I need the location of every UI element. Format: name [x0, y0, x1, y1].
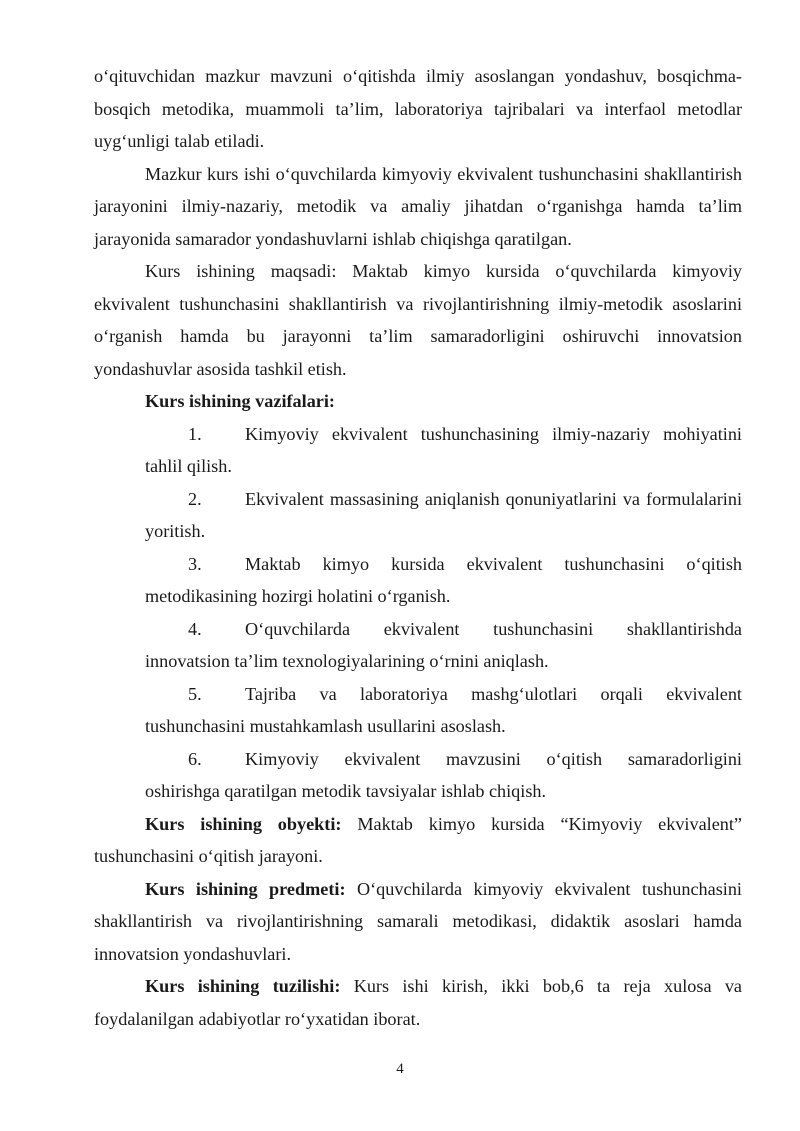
structure-label: Kurs ishining tuzilishi: — [145, 976, 341, 996]
list-item-text: Kimyoviy ekvivalent tushunchasining ilmiy-nazariy mohiyatini — [245, 423, 742, 444]
list-item-continuation: tahlil qilish. — [145, 456, 232, 476]
list-item-number: 4. — [188, 618, 202, 639]
tasks-heading — [94, 385, 742, 418]
list-item-text: Tajriba va laboratoriya mashg‘ulotlari orqali ekvivalent — [245, 683, 742, 704]
page-number: 4 — [396, 1061, 404, 1077]
list-item-number: 2. — [188, 488, 202, 509]
list-item-text: Ekvivalent massasining aniqlanish qonuniyatlarini va formulalarini — [245, 488, 742, 509]
list-item-continuation: tushunchasini mustahkamlash usullarini asoslash. — [145, 716, 506, 736]
list-item-continuation: innovatsion ta’lim texnologiyalarining o‘rnini aniqlash. — [145, 651, 549, 671]
list-item-text: Maktab kimyo kursida ekvivalent tushunchasini o‘qitish — [245, 553, 742, 574]
paragraph-intro-continuation: o‘qituvchidan mazkur mavzuni o‘qitishda ilmiy asoslangan yondashuv, bosqichma-bosqich metodika, muammoli ta’lim, laboratoriya tajribalari va interfaol metodlar uyg‘unligi talab etiladi. — [94, 66, 742, 151]
list-item — [145, 678, 742, 743]
tasks-list — [94, 418, 742, 808]
structure-text: Kurs ishi kirish, ikki bob,6 ta reja xulosa va foydalanilgan adabiyotlar ro‘yxatidan iborat. — [94, 976, 742, 1029]
subject-label: Kurs ishining predmeti: — [145, 878, 346, 899]
tasks-heading-label: Kurs ishining vazifalari: — [145, 391, 335, 411]
list-item — [145, 613, 742, 678]
list-item-number: 1. — [188, 423, 202, 444]
list-item-number: 6. — [188, 748, 202, 769]
list-item-continuation: metodikasining hozirgi holatini o‘rganish. — [145, 586, 451, 606]
list-item-text: O‘quvchilarda ekvivalent tushunchasini shakllantirishda — [245, 618, 742, 639]
list-item — [145, 483, 742, 548]
object-label: Kurs ishining obyekti: — [145, 813, 342, 834]
paragraph-course-subject — [94, 873, 742, 971]
list-item-continuation: yoritish. — [145, 521, 206, 541]
list-item — [145, 418, 742, 483]
paragraph-course-focus: Mazkur kurs ishi o‘quvchilarda kimyoviy ekvivalent tushunchasini shakllantirish jarayonini ilmiy-nazariy, metodik va amaliy jihatdan o‘rganishga hamda ta’lim jarayonida samarador yondashuvlarni ishlab chiqishga qaratilgan. — [94, 163, 742, 249]
paragraph-course-goal: Kurs ishining maqsadi: Maktab kimyo kursida o‘quvchilarda kimyoviy ekvivalent tushunchasini shakllantirish va rivojlantirishning ilmiy-metodik asoslarini o‘rganish hamda bu jarayonni ta’lim samaradorligini oshiruvchi innovatsion yondashuvlar asosida tashkil etish. — [94, 261, 742, 379]
object-text: Maktab kimyo kursida “Kimyoviy ekvivalent” tushunchasini o‘qitish jarayoni. — [94, 813, 742, 866]
list-item-number: 3. — [188, 553, 202, 574]
list-item-text: Kimyoviy ekvivalent mavzusini o‘qitish samaradorligini — [245, 748, 742, 769]
list-item-continuation: oshirishga qaratilgan metodik tavsiyalar ishlab chiqish. — [145, 781, 547, 801]
list-item-number: 5. — [188, 683, 202, 704]
list-item — [145, 548, 742, 613]
document-page — [94, 60, 742, 1035]
list-item — [145, 743, 742, 808]
paragraph-course-object — [94, 808, 742, 873]
subject-text: O‘quvchilarda kimyoviy ekvivalent tushunchasini shakllantirish va rivojlantirishning samarali metodikasi, didaktik asoslari hamda innovatsion yondashuvlari. — [94, 878, 742, 964]
paragraph-course-structure — [94, 970, 742, 1035]
